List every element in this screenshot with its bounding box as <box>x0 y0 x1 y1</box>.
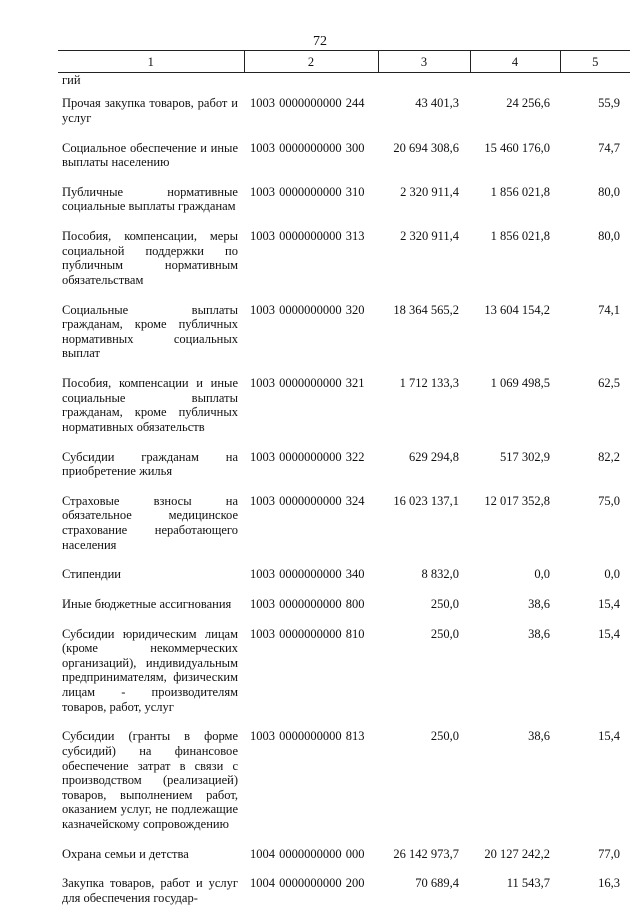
row-value-actual: 38,6 <box>528 596 550 611</box>
row-code: 1003 0000000000 310 <box>250 184 365 199</box>
row-value-plan: 2 320 911,4 <box>400 229 459 243</box>
row-value-percent: 15,4 <box>598 729 620 744</box>
row-value-percent: 15,4 <box>598 596 620 611</box>
row-name: Иные бюджетные ассигнования <box>62 596 232 611</box>
row-name: Социальные выплаты гражданам, кроме публичных нормативных социальных выплат <box>62 302 238 361</box>
row-name: Субсидии юридическим лицам (кроме некоммерческих организаций), индивидуальным предпринимателям, физическим лицам - производителям товаров, работ, услуг <box>62 626 238 714</box>
row-name: Социальное обеспечение и иные выплаты населению <box>62 140 238 170</box>
row-name: Стипендии <box>62 567 121 582</box>
row-value-plan: 629 294,8 <box>409 449 459 464</box>
row-name: Закупка товаров, работ и услуг для обеспечения государ- <box>62 876 238 905</box>
row-code: 1003 0000000000 340 <box>250 567 365 582</box>
row-code: 1003 0000000000 321 <box>250 376 365 390</box>
row-value-percent: 82,2 <box>598 449 620 464</box>
row-value-actual: 11 543,7 <box>506 876 550 891</box>
row-value-actual: 20 127 242,2 <box>484 846 550 861</box>
row-code <box>244 72 378 96</box>
row-name: Прочая закупка товаров, работ и услуг <box>62 96 238 125</box>
row-value-percent <box>560 72 630 96</box>
row-code: 1003 0000000000 322 <box>250 449 365 464</box>
table-row <box>58 229 630 303</box>
row-value-plan: 1 712 133,3 <box>399 376 459 390</box>
row-value-plan: 20 694 308,6 <box>393 140 459 155</box>
table-row <box>58 847 630 877</box>
table-row <box>58 494 630 568</box>
row-value-actual: 1 856 021,8 <box>490 229 550 243</box>
row-value-percent: 15,4 <box>598 626 620 641</box>
row-value-percent: 0,0 <box>604 567 620 582</box>
column-header-3: 3 <box>378 51 470 73</box>
table-row <box>58 876 630 920</box>
row-code: 1003 0000000000 244 <box>250 96 365 111</box>
row-value-plan: 16 023 137,1 <box>393 493 459 508</box>
row-name: гий <box>62 72 81 87</box>
table-row <box>58 627 630 730</box>
row-value-plan: 250,0 <box>430 729 459 744</box>
table-row <box>58 376 630 450</box>
row-value-actual: 15 460 176,0 <box>484 140 550 155</box>
row-code: 1004 0000000000 200 <box>250 876 365 891</box>
table-row <box>58 567 630 597</box>
column-header-4: 4 <box>470 51 560 73</box>
row-value-percent: 80,0 <box>598 184 620 199</box>
row-code: 1003 0000000000 810 <box>250 626 365 641</box>
row-value-actual: 517 302,9 <box>500 449 550 464</box>
table-row <box>58 141 630 185</box>
row-name: Пособия, компенсации и иные социальные выплаты гражданам, кроме публичных нормативных обязательств <box>62 376 238 434</box>
row-value-percent: 77,0 <box>598 846 620 861</box>
column-header-5: 5 <box>560 51 630 73</box>
budget-table <box>58 50 630 921</box>
row-value-actual: 13 604 154,2 <box>484 302 550 317</box>
row-value-percent: 74,7 <box>598 140 620 155</box>
row-value-plan: 250,0 <box>430 626 459 641</box>
table-body <box>58 72 630 920</box>
table-row <box>58 597 630 627</box>
row-value-plan: 8 832,0 <box>421 567 459 582</box>
row-value-percent: 74,1 <box>598 302 620 317</box>
page-number: 72 <box>313 34 327 49</box>
table-row <box>58 185 630 229</box>
table-row <box>58 729 630 846</box>
row-value-actual: 12 017 352,8 <box>484 493 550 508</box>
row-value-plan: 70 689,4 <box>415 876 459 891</box>
row-code: 1003 0000000000 800 <box>250 596 365 611</box>
row-value-actual: 38,6 <box>528 729 550 744</box>
row-value-percent: 62,5 <box>598 376 620 390</box>
table-row <box>58 96 630 140</box>
row-code: 1003 0000000000 313 <box>250 229 365 243</box>
row-value-plan: 2 320 911,4 <box>400 184 459 199</box>
column-header-1: 1 <box>58 51 244 73</box>
row-code: 1003 0000000000 813 <box>250 729 365 744</box>
row-name: Публичные нормативные социальные выплаты гражданам <box>62 184 238 214</box>
row-value-plan: 43 401,3 <box>415 96 459 111</box>
table-row <box>58 303 630 377</box>
row-name: Страховые взносы на обязательное медицинское страхование неработающего населения <box>62 493 238 552</box>
table-row <box>58 450 630 494</box>
row-value-actual: 24 256,6 <box>506 96 550 111</box>
row-value-percent: 75,0 <box>598 493 620 508</box>
row-name: Субсидии (гранты в форме субсидий) на финансовое обеспечение затрат в связи с производством (реализацией) товаров, выполнением работ, оказанием услуг, не подлежащие казначейскому сопровождению <box>62 729 238 831</box>
row-code: 1003 0000000000 320 <box>250 302 365 317</box>
row-code: 1003 0000000000 324 <box>250 493 365 508</box>
row-code: 1004 0000000000 000 <box>250 846 365 861</box>
row-value-actual: 1 069 498,5 <box>490 376 550 390</box>
row-code: 1003 0000000000 300 <box>250 140 365 155</box>
row-value-actual: 38,6 <box>528 626 550 641</box>
row-value-plan: 18 364 565,2 <box>393 302 459 317</box>
row-value-actual <box>470 72 560 96</box>
row-value-actual: 1 856 021,8 <box>490 184 550 199</box>
row-name: Пособия, компенсации, меры социальной поддержки по публичным нормативным обязательствам <box>62 229 238 287</box>
row-value-actual: 0,0 <box>534 567 550 582</box>
row-value-percent: 55,9 <box>598 96 620 111</box>
row-value-plan <box>378 72 470 96</box>
column-header-2: 2 <box>244 51 378 73</box>
row-name: Субсидии гражданам на приобретение жилья <box>62 449 238 479</box>
row-value-plan: 26 142 973,7 <box>393 846 459 861</box>
row-name: Охрана семьи и детства <box>62 846 189 861</box>
row-value-percent: 80,0 <box>598 229 620 243</box>
row-value-plan: 250,0 <box>430 596 459 611</box>
table-header-row <box>58 51 630 73</box>
table-row <box>58 72 630 96</box>
row-value-percent: 16,3 <box>598 876 620 891</box>
